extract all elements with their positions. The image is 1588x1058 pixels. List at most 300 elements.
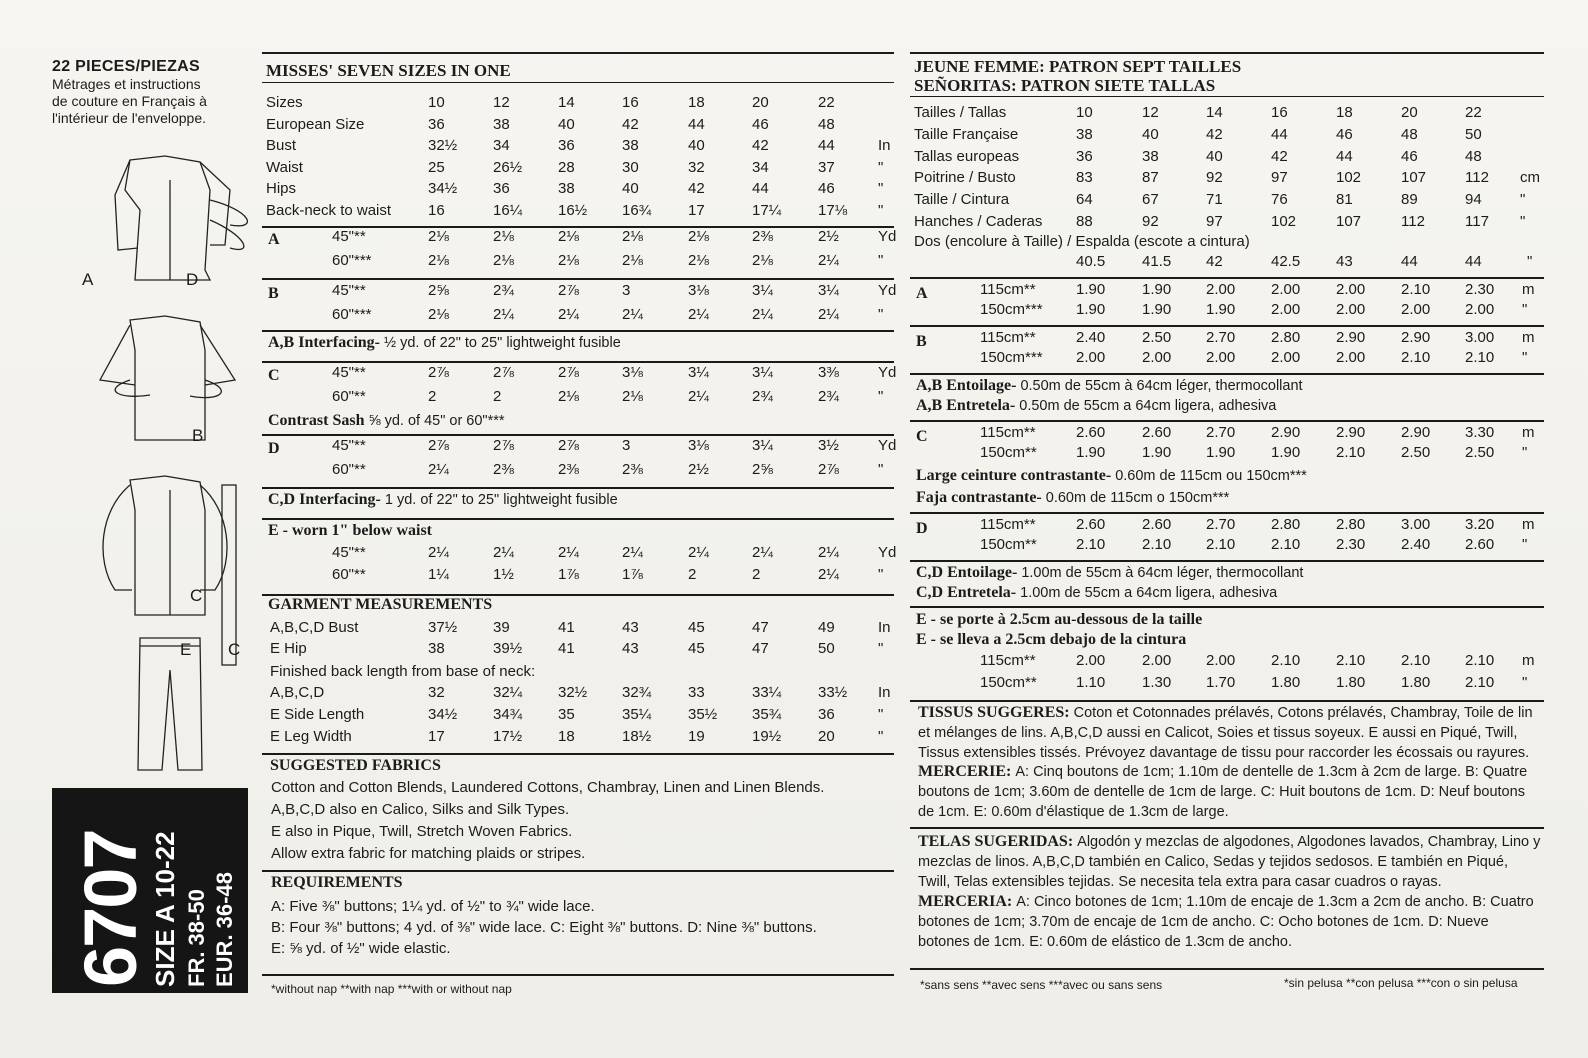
divider-rule	[910, 827, 1544, 829]
fr-yardage-row-value: 2.00	[1142, 349, 1172, 366]
fr-yardage-row-value: 2.50	[1465, 444, 1495, 461]
fr-body-row-value: 64	[1076, 191, 1093, 209]
yardage-row-e-value: 2¼	[493, 544, 514, 561]
divider-rule	[262, 974, 894, 976]
yardage-row-value: 3½	[818, 437, 839, 454]
contrast-sash-heading: Contrast Sash	[268, 412, 369, 429]
yardage-row-label: 45"**	[332, 282, 366, 299]
body-row-value: 18	[688, 94, 705, 111]
fr-body-row-value: 94	[1465, 191, 1482, 209]
fr-yardage-row-unit: m	[1522, 424, 1535, 441]
sketch-sash	[222, 485, 236, 665]
divider-rule	[262, 518, 894, 520]
divider-rule	[910, 512, 1544, 514]
ab-entretela-heading: A,B Entretela-	[916, 397, 1020, 414]
body-row-value: 34½	[428, 180, 458, 197]
merceria	[918, 892, 1542, 952]
fr-yardage-row-e-value: 2.10	[1271, 652, 1301, 669]
fr-yardage-row-value: 2.10	[1401, 349, 1431, 366]
yardage-row-value: 3⅜	[818, 364, 839, 381]
mercerie-text: A: Cinq boutons de 1cm; 1.10m de dentelle de 1.3cm à 2cm de large. B: Quatre boutons de 1cm; 3.60m de dentelle de 1cm de large. C: Huit boutons de 1cm. D: Neuf boutons de 1cm. E: 0.60m d'élastique de 1.3cm de large.	[918, 764, 1528, 820]
fr-body-row-value: 97	[1206, 213, 1223, 230]
fr-yardage-row-label: 150cm***	[980, 349, 1043, 366]
fr-yardage-row-label: 150cm***	[980, 301, 1043, 318]
requirements-line: B: Four ⅜" buttons; 4 yd. of ⅜" wide lace. C: Eight ⅜" buttons. D: Nine ⅜" buttons.	[271, 919, 817, 936]
garment-row-2-unit: "	[878, 706, 884, 723]
body-row-value: 38	[493, 115, 510, 133]
fr-yardage-row-value: 2.80	[1336, 516, 1366, 533]
fr-yardage-row-value: 1.90	[1142, 444, 1172, 461]
fr-view-letter: B	[916, 333, 927, 350]
yardage-row-e-unit: Yd	[878, 544, 897, 561]
fr-yardage-row-value: 2.00	[1076, 349, 1106, 366]
fr-yardage-row-value: 2.00	[1271, 281, 1301, 298]
dos-value: 41.5	[1142, 253, 1172, 270]
fr-yardage-row-value: 1.90	[1076, 301, 1106, 318]
fr-body-row-value: 87	[1142, 169, 1159, 187]
yardage-row-value: 2⅞	[558, 364, 579, 381]
fr-yardage-row-unit: m	[1522, 329, 1535, 346]
fr-yardage-row-value: 1.90	[1142, 281, 1172, 298]
yardage-row-unit: "	[878, 388, 884, 405]
yardage-row-value: 2⅛	[622, 388, 643, 405]
view-letter: C	[268, 367, 280, 384]
yardage-row-value: 2⅛	[428, 252, 449, 269]
fr-body-row-value: 12	[1142, 104, 1159, 121]
fr-body-row-value: 88	[1076, 213, 1093, 230]
view-letter-d: D	[186, 270, 199, 289]
yardage-row-e-value: 2	[752, 566, 761, 583]
yardage-row-value: 2¾	[493, 282, 514, 299]
body-row-value: 48	[818, 115, 835, 133]
fr-yardage-row-value: 1.90	[1076, 444, 1106, 461]
fr-body-row-unit: "	[1520, 191, 1526, 209]
yardage-row-value: 2⅛	[493, 252, 514, 269]
fr-yardage-row-e-value: 1.70	[1206, 674, 1236, 691]
english-title: MISSES' SEVEN SIZES IN ONE	[266, 61, 511, 80]
cd-interfacing	[268, 490, 888, 510]
yardage-row-value: 2¼	[428, 461, 449, 478]
yardage-row-label: 45"**	[332, 437, 366, 454]
fr-body-row-label: Poitrine / Busto	[914, 169, 1016, 187]
fr-body-row-unit: cm	[1520, 169, 1540, 187]
garment-row-label: E Hip	[270, 640, 307, 657]
garment-row-2-value: 35¼	[622, 706, 652, 723]
yardage-row-value: 2⅛	[622, 228, 643, 245]
yardage-row-e-value: 2¼	[818, 544, 839, 561]
fr-yardage-row-unit: m	[1522, 516, 1535, 533]
body-row-value: 25	[428, 158, 445, 176]
body-row-value: 38	[622, 137, 639, 154]
ceinture-heading: Large ceinture contrastante-	[916, 467, 1116, 484]
body-row-value: 14	[558, 94, 575, 111]
divider-rule	[262, 361, 894, 363]
yardage-row-unit: Yd	[878, 282, 897, 299]
yardage-row-value: 2⅞	[428, 437, 449, 454]
yardage-row-value: 2⅞	[428, 364, 449, 381]
fr-body-row-value: 40	[1142, 125, 1159, 143]
fr-yardage-row-value: 1.90	[1142, 301, 1172, 318]
view-letter: B	[268, 285, 279, 302]
fr-yardage-row-value: 2.90	[1271, 424, 1301, 441]
garment-row-2-label: E Side Length	[270, 706, 365, 723]
body-row-value: 40	[558, 115, 575, 133]
garment-row-label: A,B,C,D Bust	[270, 619, 359, 636]
fr-body-row-value: 16	[1271, 104, 1288, 121]
french-note-2: de couture en Français à	[52, 93, 207, 109]
fr-yardage-row-label: 150cm**	[980, 444, 1037, 461]
fr-yardage-row-value: 3.20	[1465, 516, 1495, 533]
mercerie-heading: MERCERIE:	[918, 763, 1016, 780]
yardage-row-value: 2¼	[558, 306, 579, 323]
yardage-row-value: 2⅛	[558, 252, 579, 269]
garment-row-2-label: E Leg Width	[270, 728, 352, 745]
garment-row-unit: "	[878, 640, 884, 657]
body-row-value: 34	[752, 158, 769, 176]
body-row-value: 16	[622, 94, 639, 111]
fr-yardage-row-label: 115cm**	[980, 424, 1036, 441]
sketch-view-a	[125, 156, 210, 280]
garment-row-2-value: 19	[688, 728, 705, 745]
yardage-row-value: 2⅛	[752, 252, 773, 269]
pattern-number: 6707	[69, 830, 152, 987]
yardage-row-value: 2⅝	[752, 461, 773, 478]
yardage-row-unit: "	[878, 461, 884, 478]
dos-value: 43	[1336, 253, 1353, 270]
garment-title: GARMENT MEASUREMENTS	[268, 596, 493, 613]
fr-yardage-row-value: 2.30	[1336, 536, 1366, 553]
body-row-value: 42	[752, 137, 769, 154]
fr-yardage-row-value: 2.70	[1206, 329, 1236, 346]
yardage-row-label: 60"***	[332, 306, 372, 323]
garment-row-2-value: 33¼	[752, 684, 782, 701]
fr-yardage-row-value: 2.00	[1206, 349, 1236, 366]
divider-rule	[910, 606, 1544, 608]
fr-yardage-row-value: 2.10	[1336, 444, 1366, 461]
fr-body-row-value: 42	[1271, 147, 1288, 165]
fr-yardage-row-value: 2.60	[1076, 424, 1106, 441]
fr-yardage-row-value: 1.90	[1271, 444, 1301, 461]
yardage-row-label: 45"**	[332, 364, 366, 381]
fr-yardage-row-value: 2.10	[1401, 281, 1431, 298]
yardage-row-value: 2⅜	[558, 461, 579, 478]
fr-yardage-row-value: 2.60	[1142, 424, 1172, 441]
fr-yardage-row-unit: m	[1522, 281, 1535, 298]
yardage-row-value: 2⅛	[688, 252, 709, 269]
divider-rule	[262, 487, 894, 489]
cd-entretela-heading: C,D Entretela-	[916, 584, 1021, 601]
english-footnote: *without nap **with nap ***with or without nap	[271, 982, 512, 996]
fr-view-letter: C	[916, 428, 928, 445]
garment-row-value: 39½	[493, 640, 523, 657]
fr-yardage-row-value: 2.70	[1206, 424, 1236, 441]
yardage-row-value: 3¼	[688, 364, 709, 381]
fabrics-line: A,B,C,D also en Calico, Silks and Silk Types.	[271, 801, 570, 818]
yardage-row-value: 2⅛	[493, 228, 514, 245]
fr-yardage-row-value: 2.00	[1271, 349, 1301, 366]
yardage-row-value: 2¾	[818, 388, 839, 405]
sketch-view-b	[130, 316, 205, 440]
divider-rule	[910, 560, 1544, 562]
garment-row-value: 43	[622, 640, 639, 657]
fr-yardage-row-value: 2.10	[1076, 536, 1106, 553]
yardage-row-value: 2⅞	[493, 364, 514, 381]
fr-body-row-value: 22	[1465, 104, 1482, 121]
fr-yardage-row-e-value: 1.80	[1271, 674, 1301, 691]
fr-body-row-value: 14	[1206, 104, 1223, 121]
garment-row-unit: In	[878, 619, 891, 636]
body-row-value: 36	[428, 115, 445, 133]
yardage-row-e-value: 1⅞	[558, 566, 579, 583]
garment-row-value: 45	[688, 640, 705, 657]
fr-yardage-row-value: 2.10	[1465, 349, 1495, 366]
fr-yardage-row-value: 2.50	[1142, 329, 1172, 346]
yardage-row-value: 2⅛	[622, 252, 643, 269]
garment-row-2-unit: "	[878, 728, 884, 745]
yardage-row-value: 3	[622, 282, 631, 299]
sketch-view-e	[138, 638, 202, 770]
fr-yardage-row-value: 2.00	[1206, 281, 1236, 298]
yardage-row-unit: "	[878, 306, 884, 323]
fr-body-row-value: 112	[1401, 213, 1425, 230]
fr-yardage-row-value: 2.90	[1336, 424, 1366, 441]
body-row-unit: "	[878, 201, 884, 219]
yardage-row-e-value: 2¼	[558, 544, 579, 561]
french-footnote: *sans sens **avec sens ***avec ou sans sens	[920, 978, 1163, 992]
fr-yardage-row-label: 115cm**	[980, 329, 1036, 346]
fr-yardage-row-value: 2.50	[1401, 444, 1431, 461]
body-row-value: 10	[428, 94, 445, 111]
divider-rule	[910, 420, 1544, 422]
fabrics-line: Cotton and Cotton Blends, Laundered Cottons, Chambray, Linen and Linen Blends.	[271, 779, 825, 796]
cd-entretela	[916, 583, 1536, 603]
fr-body-row-label: Taille / Cintura	[914, 191, 1010, 209]
divider-rule	[262, 870, 894, 872]
garment-row-value: 39	[493, 619, 510, 636]
body-row-value: 32	[688, 158, 705, 176]
fr-body-row-value: 107	[1401, 169, 1427, 187]
garment-row-2-value: 20	[818, 728, 835, 745]
divider-rule	[910, 52, 1544, 54]
yardage-row-e-label: 45"**	[332, 544, 366, 561]
fr-yardage-row-unit: "	[1522, 444, 1528, 461]
body-row-label: Sizes	[266, 94, 303, 111]
fr-body-row-value: 42	[1206, 125, 1223, 143]
yardage-row-value: 2⅞	[558, 282, 579, 299]
fr-yardage-row-e-unit: m	[1522, 652, 1535, 669]
yardage-row-value: 2⅛	[428, 306, 449, 323]
fr-body-row-value: 48	[1401, 125, 1418, 143]
yardage-row-value: 2¼	[622, 306, 643, 323]
telas-sugeridas-text: Algodón y mezclas de algodones, Algodones lavados, Chambray, Lino y mezclas de linos. A,B,C,D también en Calico, Sedas y tejidos sedosos. E también en Piqué, Twill, Telas extensibles tejidas. Se necesita tela extra para casar cuadros o rayas.	[918, 834, 1541, 890]
body-row-value: 17	[688, 201, 705, 219]
cd-entoilage	[916, 563, 1536, 583]
fr-yardage-row-label: 115cm**	[980, 516, 1036, 533]
view-letter-a: A	[82, 270, 94, 289]
yardage-row-e-value: 1¼	[428, 566, 449, 583]
body-row-value: 30	[622, 158, 639, 176]
ab-interfacing-heading: A,B Interfacing-	[268, 334, 384, 351]
body-row-label: Bust	[266, 137, 297, 154]
ceinture	[916, 466, 1536, 486]
garment-row-2-value: 33	[688, 684, 705, 701]
body-row-value: 42	[688, 180, 705, 197]
body-row-value: 17⅛	[818, 201, 848, 219]
fr-body-row-value: 83	[1076, 169, 1093, 187]
divider-rule	[910, 968, 1544, 970]
fr-yardage-row-e-value: 2.00	[1076, 652, 1106, 669]
french-title: JEUNE FEMME: PATRON SEPT TAILLES	[914, 57, 1242, 76]
divider-rule	[910, 96, 1544, 97]
yardage-row-e-value: 2¼	[818, 566, 839, 583]
fr-yardage-row-value: 2.60	[1076, 516, 1106, 533]
fr-yardage-row-unit: "	[1522, 349, 1528, 366]
fr-yardage-row-value: 2.00	[1336, 281, 1366, 298]
yardage-row-value: 3¼	[752, 282, 773, 299]
ceinture-text: 0.60m de 115cm ou 150cm***	[1115, 468, 1307, 484]
fr-yardage-row-value: 2.00	[1465, 301, 1495, 318]
divider-rule	[262, 434, 894, 436]
fr-body-row-value: 36	[1076, 147, 1093, 165]
yardage-row-value: 2⅛	[688, 228, 709, 245]
garment-row-2-value: 18½	[622, 728, 652, 745]
yardage-row-unit: Yd	[878, 228, 897, 245]
divider-rule	[262, 330, 894, 332]
yardage-row-e-value: 2¼	[428, 544, 449, 561]
fr-body-row-label: Tallas europeas	[914, 147, 1020, 165]
fr-body-row-value: 92	[1206, 169, 1223, 187]
fr-body-row-value: 71	[1206, 191, 1223, 209]
spanish-footnote: *sin pelusa **con pelusa ***con o sin pelusa	[1284, 976, 1518, 990]
fr-body-row-value: 20	[1401, 104, 1418, 121]
fr-body-row-value: 50	[1465, 125, 1482, 143]
fr-body-row-value: 117	[1465, 213, 1489, 230]
fr-body-row-value: 81	[1336, 191, 1353, 209]
body-row-value: 36	[493, 180, 510, 197]
telas-sugeridas-heading: TELAS SUGERIDAS:	[918, 833, 1078, 850]
fr-yardage-row-value: 2.40	[1076, 329, 1106, 346]
body-row-value: 22	[818, 94, 835, 111]
fr-yardage-row-value: 1.90	[1206, 444, 1236, 461]
yardage-row-value: 3⅛	[622, 364, 643, 381]
yardage-row-e-value: 2¼	[622, 544, 643, 561]
garment-row-2-value: 35½	[688, 706, 718, 723]
yardage-row-value: 2½	[818, 228, 839, 245]
garment-row-value: 41	[558, 640, 575, 657]
fr-yardage-row-label: 115cm**	[980, 281, 1036, 298]
size-label: SIZE A 10-22	[150, 831, 180, 987]
eur-sizes: EUR. 36-48	[212, 872, 237, 987]
fr-body-row-value: 48	[1465, 147, 1482, 165]
body-row-value: 16¾	[622, 201, 652, 219]
fr-body-row-value: 67	[1142, 191, 1159, 209]
fr-yardage-row-e-value: 1.80	[1336, 674, 1366, 691]
dos-value: 40.5	[1076, 253, 1106, 270]
fr-body-row-value: 107	[1336, 213, 1362, 230]
cd-interfacing-heading: C,D Interfacing-	[268, 491, 385, 508]
garment-row-2-value: 34¾	[493, 706, 523, 723]
view-letter-e: E	[180, 640, 192, 659]
e-title-fr: E - se porte à 2.5cm au-dessous de la taille	[916, 611, 1203, 628]
yardage-row-value: 3¼	[752, 437, 773, 454]
body-row-value: 44	[688, 115, 705, 133]
fr-yardage-row-value: 2.70	[1206, 516, 1236, 533]
yardage-row-e-unit: "	[878, 566, 884, 583]
garment-row-2-value: 36	[818, 706, 835, 723]
ab-entoilage-text: 0.50m de 55cm à 64cm léger, thermocollant	[1020, 378, 1303, 394]
fr-yardage-row-value: 2.00	[1336, 301, 1366, 318]
tissus-suggeres-text: Coton et Cotonnades prélavés, Cotons prélavés, Chambray, Toile de lin et mélanges de lins. A,B,C,D aussi en Calicot, Soies et tissus soyeux. E aussi en Piqué, Twill, Tissus extensibles tissés. Prévoyez davantage de tissu pour raccorder les écossais ou rayures.	[918, 705, 1533, 761]
fr-yardage-row-value: 2.90	[1401, 424, 1431, 441]
fr-body-row-value: 44	[1271, 125, 1288, 143]
body-row-value: 12	[493, 94, 510, 111]
body-row-value: 36	[558, 137, 575, 154]
fr-yardage-row-unit: "	[1522, 536, 1528, 553]
fr-yardage-row-value: 2.40	[1401, 536, 1431, 553]
body-row-value: 46	[818, 180, 835, 197]
dos-value: 42.5	[1271, 253, 1301, 270]
garment-row-value: 47	[752, 619, 769, 636]
garment-row-value: 47	[752, 640, 769, 657]
fr-body-row-value: 44	[1336, 147, 1353, 165]
body-row-value: 17¼	[752, 201, 782, 219]
cd-entoilage-heading: C,D Entoilage-	[916, 564, 1022, 581]
yardage-row-e-value: 2¼	[688, 544, 709, 561]
french-note-1: Métrages et instructions	[52, 76, 201, 92]
body-row-value: 34	[493, 137, 510, 154]
body-row-value: 28	[558, 158, 575, 176]
body-row-value: 26½	[493, 158, 523, 176]
yardage-row-value: 2⅞	[558, 437, 579, 454]
body-row-value: 37	[818, 158, 835, 176]
fr-yardage-row-e-value: 2.00	[1142, 652, 1172, 669]
faja-text: 0.60m de 115cm o 150cm***	[1045, 490, 1230, 506]
spanish-title: SEÑORITAS: PATRON SIETE TALLAS	[914, 76, 1216, 95]
fr-body-row-value: 10	[1076, 104, 1093, 121]
yardage-row-value: 2¼	[688, 306, 709, 323]
fr-yardage-row-e-value: 1.10	[1076, 674, 1106, 691]
garment-row-2-value: 17	[428, 728, 445, 745]
garment-row-value: 37½	[428, 619, 458, 636]
body-row-value: 20	[752, 94, 769, 111]
cd-entoilage-text: 1.00m de 55cm à 64cm léger, thermocollant	[1021, 565, 1304, 581]
body-row-value: 40	[688, 137, 705, 154]
yardage-row-label: 45"**	[332, 228, 366, 245]
yardage-row-value: 2¼	[818, 252, 839, 269]
yardage-row-value: 2⅛	[558, 228, 579, 245]
ab-entretela-text: 0.50m de 55cm a 64cm ligera, adhesiva	[1019, 398, 1277, 414]
body-row-value: 16	[428, 201, 445, 219]
garment-row-value: 45	[688, 619, 705, 636]
fr-yardage-row-e-value: 2.10	[1401, 652, 1431, 669]
garment-row-2-value: 35	[558, 706, 575, 723]
ab-interfacing-text: ½ yd. of 22" to 25" lightweight fusible	[383, 335, 621, 351]
ab-interfacing	[268, 333, 888, 353]
body-row-label: Back-neck to waist	[266, 201, 392, 219]
divider-rule	[262, 753, 894, 755]
yardage-row-e-value: 1½	[493, 566, 514, 583]
garment-row-value: 43	[622, 619, 639, 636]
view-e-title: E - worn 1" below waist	[268, 522, 432, 539]
view-letter-c-sash: C	[228, 640, 241, 659]
divider-rule	[910, 325, 1544, 327]
body-row-unit: "	[878, 158, 884, 176]
yardage-row-e-value: 1⅞	[622, 566, 643, 583]
yardage-row-value: 2¼	[818, 306, 839, 323]
cd-entretela-text: 1.00m de 55cm a 64cm ligera, adhesiva	[1020, 585, 1278, 601]
dos-value: 44	[1401, 253, 1418, 270]
fr-body-row-value: 46	[1336, 125, 1353, 143]
